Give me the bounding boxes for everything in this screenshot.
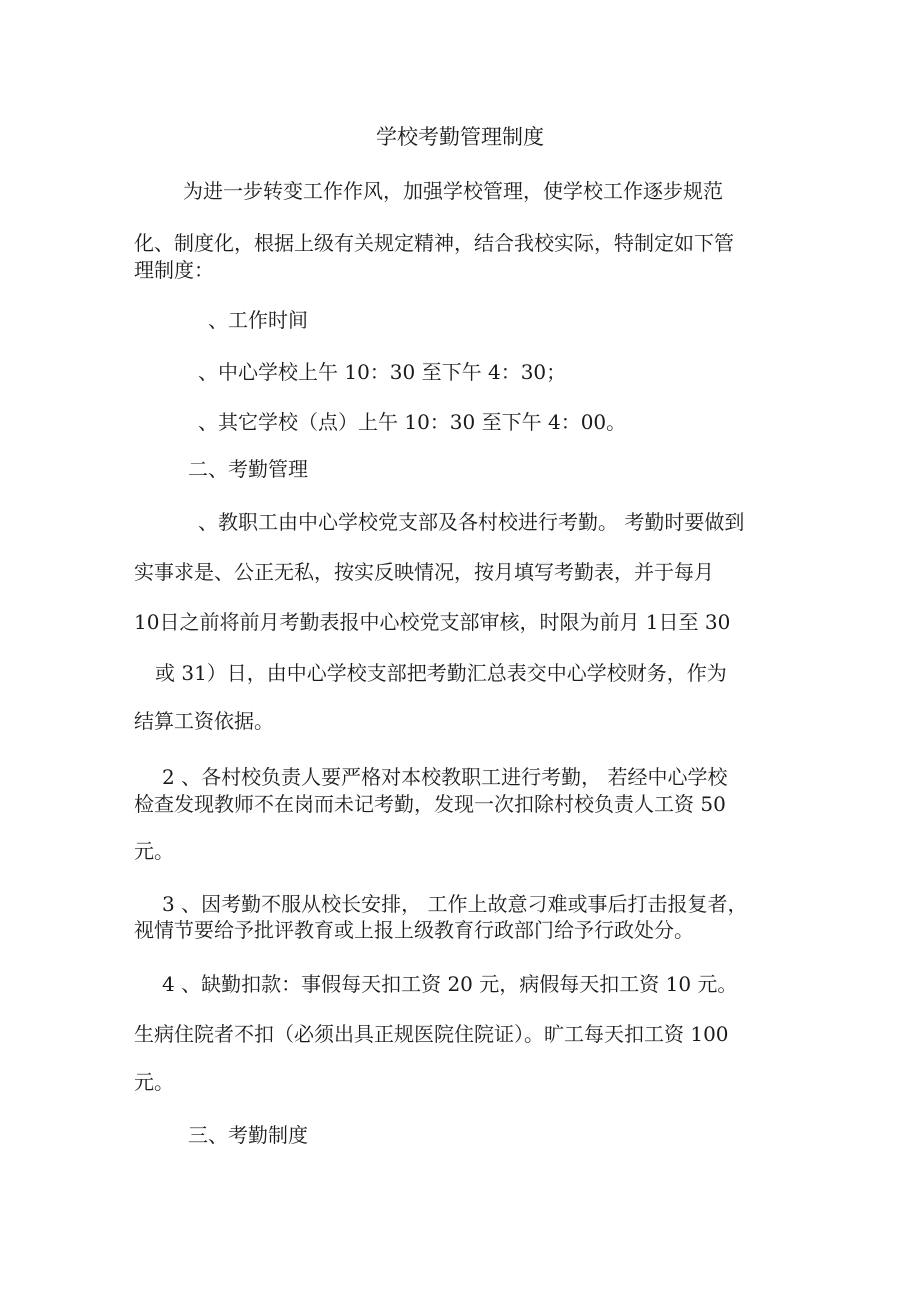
section-2-item-2-line-2: 检查发现教师不在岗而未记考勤，发现一次扣除村校负责人工资 50 bbox=[134, 792, 726, 816]
document-title: 学校考勤管理制度 bbox=[376, 125, 544, 149]
section-2-item-4-line-3: 元。 bbox=[134, 1070, 174, 1094]
section-2-item-1-line-3: 10日之前将前月考勤表报中心校党支部审核，时限为前月 1日至 30 bbox=[134, 610, 731, 634]
intro-line-3: 理制度： bbox=[134, 258, 214, 282]
section-2-item-2-line-3: 元。 bbox=[134, 839, 174, 863]
section-2-item-1-line-4: 或 31）日，由中心学校支部把考勤汇总表交中心学校财务，作为 bbox=[155, 661, 727, 685]
section-1-item-2: 、其它学校（点）上午 10：30 至下午 4：00。 bbox=[198, 410, 627, 434]
intro-line-1: 为进一步转变工作作风，加强学校管理，使学校工作逐步规范 bbox=[183, 179, 723, 203]
section-3-heading: 三、考勤制度 bbox=[188, 1123, 308, 1147]
section-2-item-1-line-1: 、教职工由中心学校党支部及各村校进行考勤。 考勤时要做到 bbox=[198, 510, 745, 534]
section-2-item-1-line-2: 实事求是、公正无私，按实反映情况，按月填写考勤表，并于每月 bbox=[134, 560, 714, 584]
section-2-item-3-line-2: 视情节要给予批评教育或上报上级教育行政部门给予行政处分。 bbox=[134, 918, 694, 942]
section-2-item-4-line-2: 生病住院者不扣（必须出具正规医院住院证）。旷工每天扣工资 100 bbox=[134, 1022, 729, 1046]
section-1-heading: 、工作时间 bbox=[208, 308, 308, 332]
section-1-item-1: 、中心学校上午 10：30 至下午 4：30； bbox=[198, 360, 567, 384]
section-2-item-3-line-1: 3 、因考勤不服从校长安排， 工作上故意刁难或事后打击报复者， bbox=[162, 892, 748, 916]
intro-line-2: 化、制度化，根据上级有关规定精神，结合我校实际，特制定如下管 bbox=[134, 231, 734, 255]
section-2-heading: 二、考勤管理 bbox=[188, 457, 308, 481]
section-2-item-1-line-5: 结算工资依据。 bbox=[134, 709, 274, 733]
section-2-item-2-line-1: 2 、各村校负责人要严格对本校教职工进行考勤， 若经中心学校 bbox=[162, 765, 728, 789]
section-2-item-4-line-1: 4 、缺勤扣款：事假每天扣工资 20 元，病假每天扣工资 10 元。 bbox=[162, 972, 738, 996]
